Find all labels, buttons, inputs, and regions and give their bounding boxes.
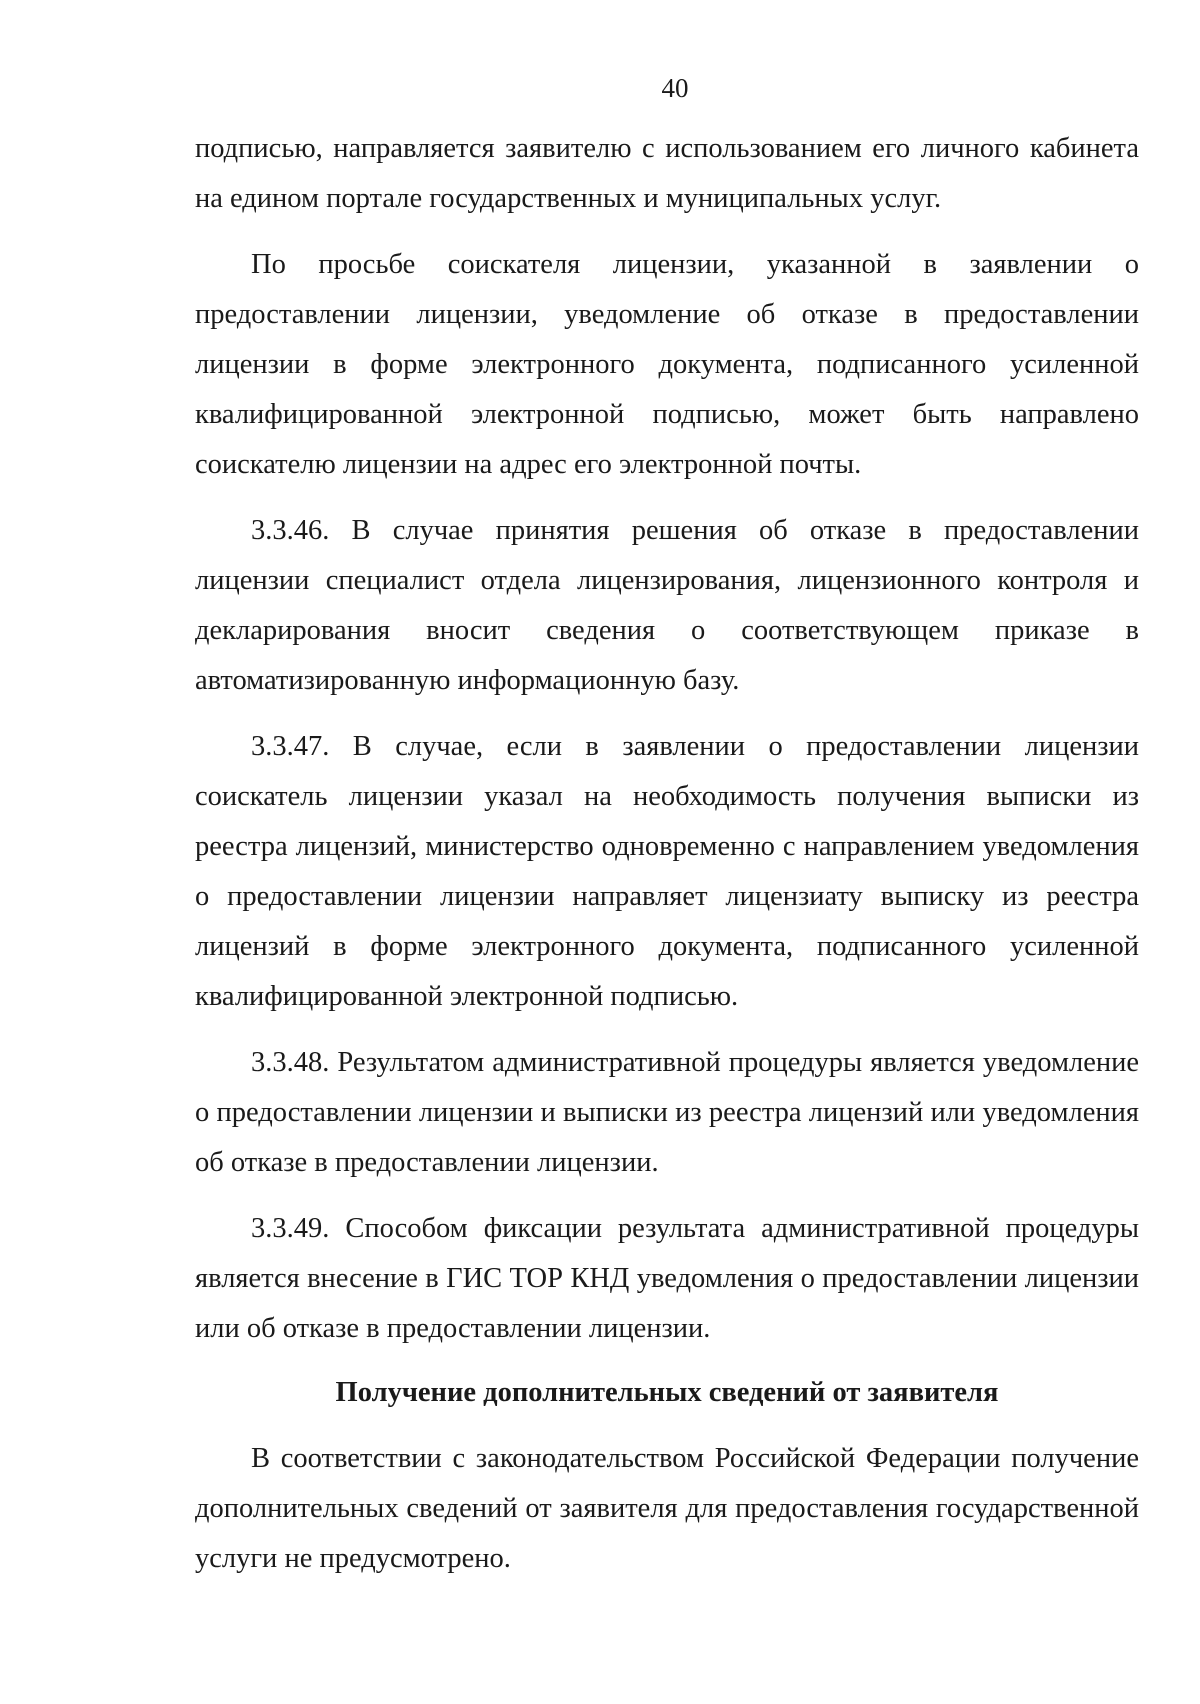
paragraph-continuation: подписью, направляется заявителю с использованием его личного кабинета на едином портале государственных и муниципальных услуг. — [195, 133, 1139, 214]
paragraph-license-refusal-email: По просьбе соискателя лицензии, указанной в заявлении о предоставлении лицензии, уведомление об отказе в предоставлении лицензии в форме электронного документа, подписанного усиленной квалифицированной электронной подписью, может быть направлено соискателю лицензии на адрес его электронной почты. — [195, 249, 1139, 480]
page-number: 40 — [661, 73, 689, 103]
paragraph-3-3-47: 3.3.47. В случае, если в заявлении о предоставлении лицензии соискатель лицензии указал на необходимость получения выписки из реестра лицензий, министерство одновременно с направлением уведомления о предоставлении лицензии направляет лицензиату выписку из реестра лицензий в форме электронного документа, подписанного усиленной квалифицированной электронной подписью. — [195, 731, 1139, 1012]
paragraph-3-3-48: 3.3.48. Результатом административной процедуры является уведомление о предоставлении лицензии и выписки из реестра лицензий или уведомления об отказе в предоставлении лицензии. — [195, 1047, 1139, 1178]
paragraph-additional-info: В соответствии с законодательством Российской Федерации получение дополнительных сведений от заявителя для предоставления государственной услуги не предусмотрено. — [195, 1443, 1139, 1574]
section-heading: Получение дополнительных сведений от заявителя — [335, 1377, 999, 1408]
paragraph-3-3-46: 3.3.46. В случае принятия решения об отказе в предоставлении лицензии специалист отдела лицензирования, лицензионного контроля и декларирования вносит сведения о соответствующем приказе в автоматизированную информационную базу. — [195, 515, 1139, 696]
document-body — [195, 124, 1139, 1584]
paragraph-3-3-49: 3.3.49. Способом фиксации результата административной процедуры является внесение в ГИС ТОР КНД уведомления о предоставлении лицензии или об отказе в предоставлении лицензии. — [195, 1213, 1139, 1344]
